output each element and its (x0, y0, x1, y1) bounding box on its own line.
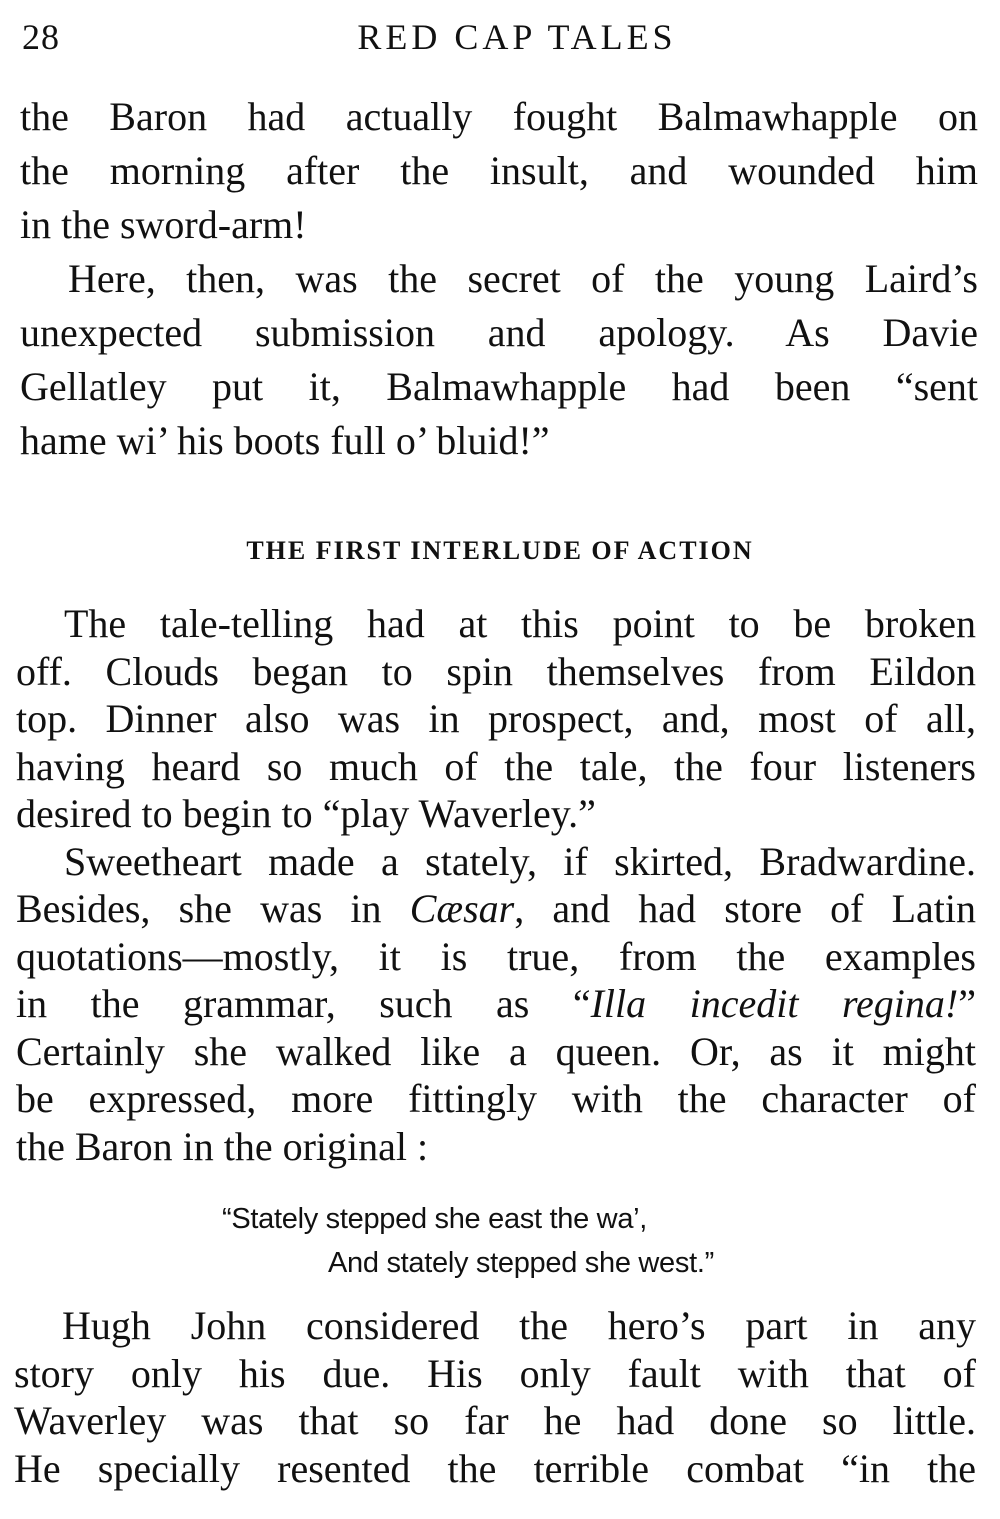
text-line: the Baron in the original : (16, 1123, 429, 1169)
text-line: the morning after the insult, and wounded him (20, 148, 978, 193)
paragraph-sweetheart (16, 838, 976, 1171)
text-line: Gellatley put it, Balmawhapple had been “sent (20, 364, 978, 409)
text-line: hame wi’ his boots full o’ bluid!” (20, 418, 550, 463)
verse-line: “Stately stepped she east the wa’, (222, 1203, 648, 1235)
text-line: story only his due. His only fault with that of (14, 1350, 976, 1396)
paragraph-tale-telling (16, 600, 976, 838)
text-line: Certainly she walked like a queen. Or, as it might (16, 1028, 976, 1074)
text-line: quotations—mostly, it is true, from the examples (16, 933, 976, 979)
page-number: 28 (22, 17, 60, 57)
text-line: Waverley was that so far he had done so little. (14, 1398, 976, 1443)
text-line: off. Clouds began to spin themselves from Eildon (16, 648, 976, 694)
text-line: having heard so much of the tale, the four listeners (16, 743, 976, 789)
text-line (16, 980, 976, 1028)
text-run: in the grammar, such as “ (16, 981, 591, 1026)
section-heading: THE FIRST INTERLUDE OF ACTION (246, 536, 754, 565)
running-head (22, 12, 972, 62)
paragraph-hugh-john (14, 1302, 976, 1492)
text-run: Besides, she was in (16, 886, 410, 931)
text-line: Here, then, was the secret of the young Laird’s (68, 256, 978, 301)
text-line: the Baron had actually fought Balmawhapple on (20, 94, 978, 139)
text-line: be expressed, more fittingly with the character of (16, 1076, 976, 1121)
italic-title-caesar: Cæsar (409, 886, 515, 931)
text-line: in the sword-arm! (20, 202, 307, 247)
text-line: desired to begin to “play Waverley.” (16, 791, 596, 836)
text-line: Sweetheart made a stately, if skirted, Bradwardine. (64, 838, 976, 884)
closing-text-block (14, 1302, 976, 1492)
paragraph-secret-submission (20, 252, 978, 468)
text-run: , and had store of Latin (514, 886, 977, 931)
text-run: ” (958, 981, 976, 1026)
opening-text-block (20, 90, 978, 468)
text-line: top. Dinner also was in prospect, and, most of all, (16, 696, 976, 741)
text-line: Hugh John considered the hero’s part in any (62, 1303, 976, 1348)
text-line (16, 885, 976, 933)
paragraph-baron-fought (20, 90, 978, 252)
verse-quotation (222, 1197, 714, 1285)
text-line: unexpected submission and apology. As Davie (20, 310, 978, 355)
running-title: RED CAP TALES (357, 17, 677, 57)
text-line: He specially resented the terrible combat “in the (14, 1445, 976, 1491)
verse-line: And stately stepped she west.” (328, 1247, 714, 1279)
italic-latin-quote: Illa incedit regina! (590, 981, 959, 1026)
interlude-text-block (16, 600, 976, 1170)
text-line: The tale-telling had at this point to be broken (64, 601, 976, 646)
